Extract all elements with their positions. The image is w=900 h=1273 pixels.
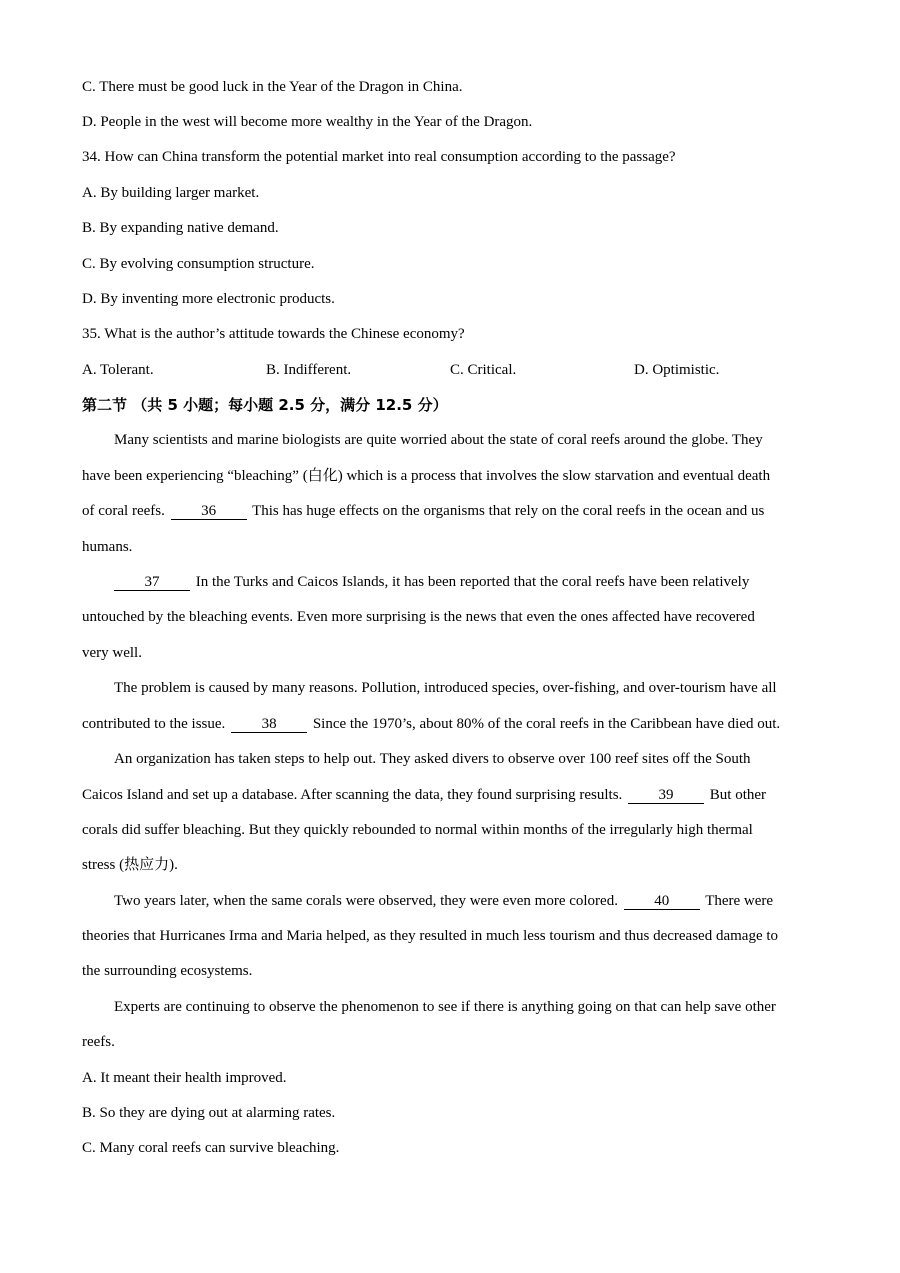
p1-line-2: have been experiencing “bleaching” (白化) which is a process that involves the slow starvation and eventual death <box>82 468 771 484</box>
p1-line-4: humans. <box>82 539 133 555</box>
blank-39[interactable]: 39 <box>628 788 704 804</box>
p2-line-2: untouched by the bleaching events. Even more surprising is the news that even the ones affected have recovered <box>82 609 755 625</box>
p2-line-3: very well. <box>82 645 142 661</box>
p4-line-3: corals did suffer bleaching. But they quickly rebounded to normal within months of the irregularly high thermal <box>82 822 753 838</box>
p2-line-1: 37 In the Turks and Caicos Islands, it has been reported that the coral reefs have been relatively <box>114 573 749 591</box>
q35-option-c: C. Critical. <box>450 362 517 378</box>
p5-line-3: the surrounding ecosystems. <box>82 963 253 979</box>
blank-40[interactable]: 40 <box>624 894 700 910</box>
section-heading: 第二节 （共 5 小题；每小题 2.5 分，满分 12.5 分） <box>82 396 448 414</box>
p4-line-4: stress (热应力). <box>82 857 178 873</box>
q34-option-c: C. By evolving consumption structure. <box>82 256 315 272</box>
q34-option-a: A. By building larger market. <box>82 185 260 201</box>
p6-line-2: reefs. <box>82 1034 115 1050</box>
q34-option-d: D. By inventing more electronic products. <box>82 291 335 307</box>
q33-option-d: D. People in the west will become more wealthy in the Year of the Dragon. <box>82 114 533 130</box>
q35-option-b: B. Indifferent. <box>266 362 352 378</box>
blank-36[interactable]: 36 <box>171 504 247 520</box>
q35-question: 35. What is the author’s attitude towards the Chinese economy? <box>82 326 465 342</box>
answer-option-c: C. Many coral reefs can survive bleaching. <box>82 1140 340 1156</box>
q33-option-c: C. There must be good luck in the Year of the Dragon in China. <box>82 79 463 95</box>
p3-line-2: contributed to the issue. 38 Since the 1970’s, about 80% of the coral reefs in the Caribbean have died out. <box>82 716 781 732</box>
p6-line-1: Experts are continuing to observe the phenomenon to see if there is anything going on that can help save other <box>114 999 776 1015</box>
q35-option-d: D. Optimistic. <box>634 362 720 378</box>
p1-line-1: Many scientists and marine biologists are quite worried about the state of coral reefs around the globe. They <box>114 432 763 448</box>
p5-line-2: theories that Hurricanes Irma and Maria helped, as they resulted in much less tourism and thus decreased damage to <box>82 928 779 944</box>
p5-line-1: Two years later, when the same corals were observed, they were even more colored. 40 There were <box>114 893 774 909</box>
answer-option-a: A. It meant their health improved. <box>82 1070 287 1086</box>
p1-line-3: of coral reefs. 36 This has huge effects on the organisms that rely on the coral reefs in the ocean and us <box>82 503 765 519</box>
answer-option-b: B. So they are dying out at alarming rates. <box>82 1105 336 1121</box>
p3-line-1: The problem is caused by many reasons. Pollution, introduced species, over-fishing, and over-tourism have all <box>114 680 777 696</box>
p4-line-1: An organization has taken steps to help out. They asked divers to observe over 100 reef sites off the South <box>114 751 751 767</box>
q34-question: 34. How can China transform the potential market into real consumption according to the passage? <box>82 149 676 165</box>
blank-38[interactable]: 38 <box>231 717 307 733</box>
blank-37[interactable]: 37 <box>114 575 190 591</box>
q35-options-row <box>82 361 782 379</box>
p4-line-2: Caicos Island and set up a database. After scanning the data, they found surprising results. 39 But other <box>82 787 767 803</box>
q34-option-b: B. By expanding native demand. <box>82 220 279 236</box>
q35-option-a: A. Tolerant. <box>82 362 154 378</box>
